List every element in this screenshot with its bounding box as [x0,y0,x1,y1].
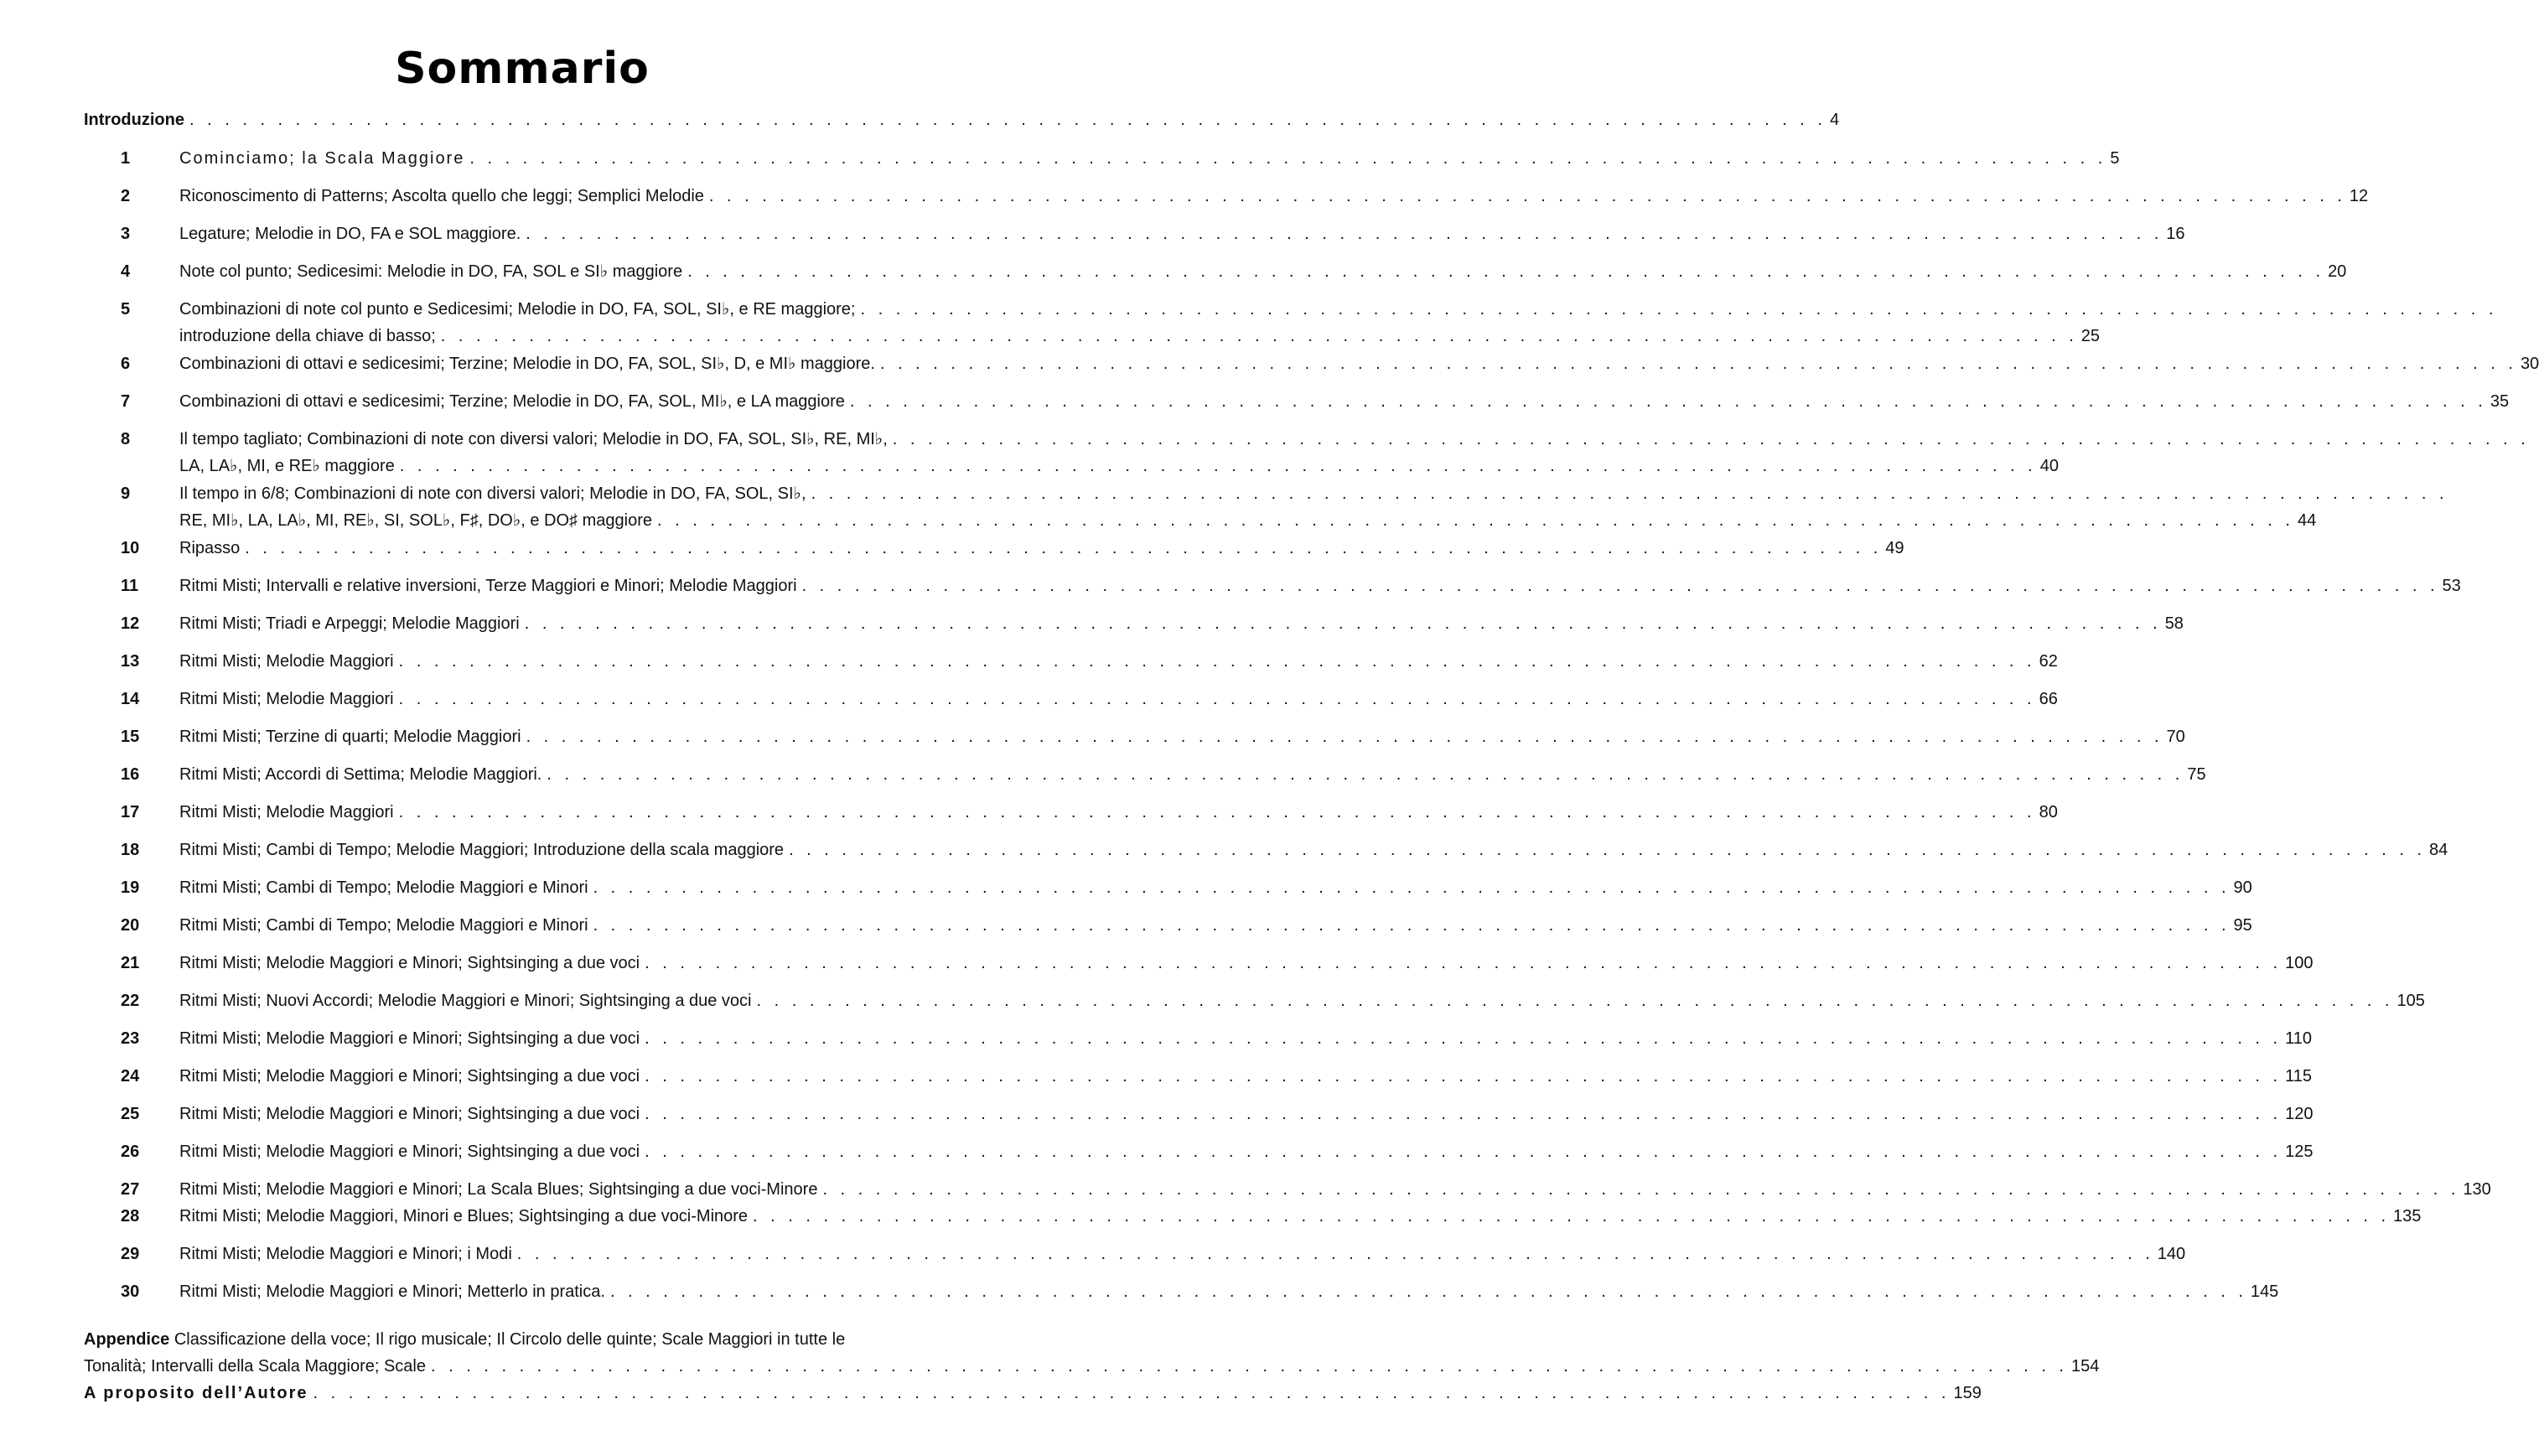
toc-chapter-entry[interactable] [179,914,2252,937]
toc-chapter-entry[interactable] [179,1205,2422,1228]
toc-chapter-number: 4 [121,262,131,281]
toc-chapter-number: 16 [121,765,140,784]
toc-chapter-number: 21 [121,954,140,972]
dot-leader: . . . . . . . . . . . . . . . . . . . . . . . . . . . . . . . . . . . . . . . . . . . . . . . . . . . . . . . . . . . . . . . . . . . . . . . . . . . . . . . . . . . . . . . . . . . . . [789,841,2427,859]
toc-chapter-number: 9 [121,484,131,503]
dot-leader: . . . . . . . . . . . . . . . . . . . . . . . . . . . . . . . . . . . . . . . . . . . . . . . . . . . . . . . . . . . . . . . . . . . . . . . . . . . . . . . . . . . . . . . . . . . . . [708,187,2346,205]
toc-chapter-number: 7 [121,392,131,411]
dot-leader: . . . . . . . . . . . . . . . . . . . . . . . . . . . . . . . . . . . . . . . . . . . . . . . . . . . . . . . . . . . . . . . . . . . . . . . . . . . . . . . . . . . . . . . . . . . . . [645,1143,2283,1161]
dot-leader: . . . . . . . . . . . . . . . . . . . . . . . . . . . . . . . . . . . . . . . . . . . . . . . . . . . . . . . . . . . . . . . . . . . . . . . . . . . . . . . . . . . . . . . . . . . . . [516,1245,2154,1263]
dot-leader: . . . . . . . . . . . . . . . . . . . . . . . . . . . . . . . . . . . . . . . . . . . . . . . . . . . . . . . . . . . . . . . . . . . . . . . . . . . . . . . . . . . . . . . . . . . . . [753,1207,2391,1225]
toc-chapter-entry[interactable] [179,352,2539,376]
dot-leader: . . . . . . . . . . . . . . . . . . . . . . . . . . . . . . . . . . . . . . . . . . . . . . . . . . . . . . . . . . . . . . . . . . . . . . . . . . . . . . . . . . . . . . . . . . . . . [645,1067,2283,1086]
dot-leader: . . . . . . . . . . . . . . . . . . . . . . . . . . . . . . . . . . . . . . . . . . . . . . . . . . . . . . . . . . . . . . . . . . . . . . . . . . . . . . . . . . . . . . . . . . . . . [609,1282,2247,1301]
toc-chapter-title: Ritmi Misti; Cambi di Tempo; Melodie Maggiori; Introduzione della scala maggiore [179,841,785,859]
dot-leader: . . . . . . . . . . . . . . . . . . . . . . . . . . . . . . . . . . . . . . . . . . . . . . . . . . . . . . . . . . . . . . . . . . . . . . . . . . . . . . . . . . . . . . . . . . . . . [879,355,2517,373]
toc-chapter-number: 8 [121,430,131,448]
toc-chapter-entry[interactable] [179,1140,2314,1163]
toc-chapter-number: 5 [121,300,131,319]
toc-chapter-title: Ritmi Misti; Melodie Maggiori e Minori; La Scala Blues; Sightsinging a due voci-Minore [179,1180,818,1199]
toc-chapter-number: 12 [121,614,140,633]
toc-chapter-entry[interactable] [179,725,2185,749]
toc-chapter-entry[interactable] [179,454,2059,478]
toc-chapter-title: Ritmi Misti; Melodie Maggiori [179,652,394,671]
dot-leader: . . . . . . . . . . . . . . . . . . . . . . . . . . . . . . . . . . . . . . . . . . . . . . . . . . . . . . . . . . . . . . . . . . . . . . . . . . . . . . . . . . . . . . . . . . . . . [440,327,2078,345]
toc-chapter-page: 80 [2039,803,2058,821]
toc-chapter-title: LA, LA♭, MI, e RE♭ maggiore [179,457,395,475]
toc-chapter-page: 70 [2166,728,2185,746]
dot-leader: . . . . . . . . . . . . . . . . . . . . . . . . . . . . . . . . . . . . . . . . . . . . . . . . . . . . . . . . . . . . . . . . . . . . . . . . . . . . . . . . . . . . . . . . . . . . . [547,765,2184,784]
toc-chapter-number: 17 [121,803,140,821]
toc-chapter-entry[interactable] [179,536,1904,560]
toc-chapter-title: Note col punto; Sedicesimi: Melodie in DO, FA, SOL e SI♭ maggiore [179,262,683,281]
dot-leader: . . . . . . . . . . . . . . . . . . . . . . . . . . . . . . . . . . . . . . . . . . . . . . . . . . . . . . . . . . . . . . . . . . . . . . . . . . . . . . . . . . . . . . . . . . . . . [398,803,2036,821]
toc-chapter-number: 25 [121,1105,140,1123]
toc-chapter-page: 100 [2285,954,2314,972]
toc-chapter-title: Ritmi Misti; Cambi di Tempo; Melodie Maggiori e Minori [179,916,588,935]
toc-chapter-entry[interactable] [179,687,2058,711]
toc-chapter-page: 75 [2187,765,2206,784]
dot-leader: . . . . . . . . . . . . . . . . . . . . . . . . . . . . . . . . . . . . . . . . . . . . . . . . . . . . . . . . . . . . . . . . . . . . . . . . . . . . . . . . . . . . . . . . . . . . . [645,1029,2283,1048]
toc-chapter-title: Ritmi Misti; Melodie Maggiori [179,690,394,708]
toc-appendix-text1: Classificazione della voce; Il rigo musicale; Il Circolo delle quinte; Scale Maggiori in tutte le [174,1330,846,1349]
toc-chapter-page: 95 [2233,916,2252,935]
toc-chapter-entry[interactable] [179,147,2120,170]
toc-chapter-number: 1 [121,149,131,168]
dot-leader: . . . . . . . . . . . . . . . . . . . . . . . . . . . . . . . . . . . . . . . . . . . . . . . . . . . . . . . . . . . . . . . . . . . . . . . . . . . . . . . . . . . . . . . . . . . . . [593,878,2231,897]
toc-chapter-entry[interactable] [179,390,2510,413]
toc-chapter-page: 125 [2285,1143,2314,1161]
dot-leader: . . . . . . . . . . . . . . . . . . . . . . . . . . . . . . . . . . . . . . . . . . . . . . . . . . . . . . . . . . . . . . . . . . . . . . . . . . . . . . . . . . . . . . . . . . . . . [892,430,2530,448]
dot-leader: . . . . . . . . . . . . . . . . . . . . . . . . . . . . . . . . . . . . . . . . . . . . . . . . . . . . . . . . . . . . . . . . . . . . . . . . . . . . . . . . . . . . . . . . . . . . . [524,614,2162,633]
toc-chapter-page: 25 [2080,327,2100,345]
toc-chapter-entry[interactable] [179,951,2314,975]
dot-leader: . . . . . . . . . . . . . . . . . . . . . . . . . . . . . . . . . . . . . . . . . . . . . . . . . . . . . . . . . . . . . . . . . . . . . . . . . . . . . . . . . . . . . . . . . . . . . [645,1105,2283,1123]
page-title: Sommario [395,44,650,94]
toc-chapter-page: 30 [2520,355,2539,373]
toc-chapter-title: Riconoscimento di Patterns; Ascolta quello che leggi; Semplici Melodie [179,187,704,205]
toc-author[interactable] [84,1381,1982,1405]
toc-chapter-number: 2 [121,187,131,205]
toc-chapter-entry[interactable] [179,801,2058,824]
toc-chapter-title: Ritmi Misti; Nuovi Accordi; Melodie Maggiori e Minori; Sightsinging a due voci [179,992,752,1010]
toc-chapter-number: 11 [121,577,139,595]
toc-chapter-title: Il tempo tagliato; Combinazioni di note con diversi valori; Melodie in DO, FA, SOL, SI♭, RE, MI♭, [179,430,888,448]
toc-chapter-entry[interactable] [179,1242,2186,1266]
dot-leader: . . . . . . . . . . . . . . . . . . . . . . . . . . . . . . . . . . . . . . . . . . . . . . . . . . . . . . . . . . . . . . . . . . . . . . . . . . . . . . . . . . . . . . . . . . . . . [431,1357,2068,1376]
toc-chapter-page: 110 [2285,1029,2312,1048]
dot-leader: . . . . . . . . . . . . . . . . . . . . . . . . . . . . . . . . . . . . . . . . . . . . . . . . . . . . . . . . . . . . . . . . . . . . . . . . . . . . . . . . . . . . . . . . . . . . . [801,577,2439,595]
toc-chapter-page: 62 [2039,652,2058,671]
toc-chapter-number: 30 [121,1282,140,1301]
toc-chapter-title: Ritmi Misti; Melodie Maggiori [179,803,394,821]
toc-chapter-number: 15 [121,728,140,746]
toc-chapter-title: Ritmi Misti; Melodie Maggiori e Minori; Metterlo in pratica. [179,1282,605,1301]
dot-leader: . . . . . . . . . . . . . . . . . . . . . . . . . . . . . . . . . . . . . . . . . . . . . . . . . . . . . . . . . . . . . . . . . . . . . . . . . . . . . . . . . . . . . . . . . . . . . [756,992,2394,1010]
dot-leader: . . . . . . . . . . . . . . . . . . . . . . . . . . . . . . . . . . . . . . . . . . . . . . . . . . . . . . . . . . . . . . . . . . . . . . . . . . . . . . . . . . . . . . . . . . . . . [849,392,2487,411]
toc-chapter-entry[interactable] [179,574,2461,598]
dot-leader: . . . . . . . . . . . . . . . . . . . . . . . . . . . . . . . . . . . . . . . . . . . . . . . . . . . . . . . . . . . . . . . . . . . . . . . . . . . . . . . . . . . . . . . . . . . . . [822,1180,2460,1199]
toc-chapter-title: Ritmi Misti; Melodie Maggiori e Minori; Sightsinging a due voci [179,954,640,972]
dot-leader: . . . . . . . . . . . . . . . . . . . . . . . . . . . . . . . . . . . . . . . . . . . . . . . . . . . . . . . . . . . . . . . . . . . . . . . . . . . . . . . . . . . . . . . . . . . . . [811,484,2448,503]
toc-chapter-page: 35 [2490,392,2510,411]
toc-chapter-title: Combinazioni di ottavi e sedicesimi; Terzine; Melodie in DO, FA, SOL, SI♭, D, e MI♭ maggiore. [179,355,875,373]
toc-chapter-entry[interactable] [179,324,2100,348]
toc-chapter-number: 28 [121,1207,140,1225]
toc-chapter-title: Ritmi Misti; Melodie Maggiori, Minori e Blues; Sightsinging a due voci-Minore [179,1207,749,1225]
toc-chapter-title: Ritmi Misti; Melodie Maggiori e Minori; Sightsinging a due voci [179,1105,640,1123]
toc-chapter-page: 115 [2285,1067,2312,1086]
toc-chapter-page: 130 [2463,1180,2491,1199]
toc-chapter-entry[interactable] [179,876,2252,899]
toc-appendix-line2[interactable] [84,1355,2100,1378]
toc-chapter-page: 145 [2250,1282,2279,1301]
toc-author-page: 159 [1953,1384,1982,1402]
toc-chapter-entry[interactable] [179,1178,2491,1201]
toc-chapter-page: 58 [2164,614,2184,633]
toc-intro-label: Introduzione [84,111,184,129]
toc-chapter-page: 40 [2039,457,2059,475]
toc-appendix-label: Appendice [84,1330,170,1349]
toc-chapter-title: Cominciamo; la Scala Maggiore [179,149,465,168]
toc-appendix-page: 154 [2070,1357,2100,1376]
toc-chapter-page: 53 [2442,577,2461,595]
toc-chapter-page: 140 [2157,1245,2186,1263]
toc-chapter-number: 14 [121,690,140,708]
toc-chapter-title: introduzione della chiave di basso; [179,327,436,345]
dot-leader: . . . . . . . . . . . . . . . . . . . . . . . . . . . . . . . . . . . . . . . . . . . . . . . . . . . . . . . . . . . . . . . . . . . . . . . . . . . . . . . . . . . . . . . . . . . . . [593,916,2231,935]
toc-author-label: A proposito dell’Autore [84,1384,308,1402]
toc-chapter-entry[interactable] [179,650,2058,673]
dot-leader: . . . . . . . . . . . . . . . . . . . . . . . . . . . . . . . . . . . . . . . . . . . . . . . . . . . . . . . . . . . . . . . . . . . . . . . . . . . . . . . . . . . . . . . . . . . . . [656,511,2294,530]
toc-chapter-entry[interactable] [179,298,2498,321]
toc-chapter-title: Ritmi Misti; Melodie Maggiori e Minori; Sightsinging a due voci [179,1067,640,1086]
dot-leader: . . . . . . . . . . . . . . . . . . . . . . . . . . . . . . . . . . . . . . . . . . . . . . . . . . . . . . . . . . . . . . . . . . . . . . . . . . . . . . . . . . . . . . . . . . . . . [399,457,2037,475]
toc-appendix-text2: Tonalità; Intervalli della Scala Maggiore; Scale [84,1357,426,1376]
dot-leader: . . . . . . . . . . . . . . . . . . . . . . . . . . . . . . . . . . . . . . . . . . . . . . . . . . . . . . . . . . . . . . . . . . . . . . . . . . . . . . . . . . . . . . . . . . . . . [860,300,2498,319]
toc-chapter-entry[interactable] [179,482,2448,505]
toc-chapter-entry[interactable] [179,1027,2312,1050]
toc-chapter-page: 66 [2039,690,2058,708]
toc-chapter-number: 6 [121,355,131,373]
toc-appendix-line1[interactable] [84,1328,845,1351]
toc-chapter-title: Combinazioni di ottavi e sedicesimi; Terzine; Melodie in DO, FA, SOL, MI♭, e LA maggiore [179,392,845,411]
toc-chapter-number: 22 [121,992,140,1010]
toc-chapter-title: Ripasso [179,539,241,557]
dot-leader: . . . . . . . . . . . . . . . . . . . . . . . . . . . . . . . . . . . . . . . . . . . . . . . . . . . . . . . . . . . . . . . . . . . . . . . . . . . . . . . . . . . . . . . . . . . . . [687,262,2325,281]
toc-intro-page: 4 [1829,111,1840,129]
toc-chapter-entry[interactable] [179,509,2317,532]
toc-chapter-entry[interactable] [179,989,2425,1013]
toc-chapter-page: 135 [2393,1207,2422,1225]
dot-leader: . . . . . . . . . . . . . . . . . . . . . . . . . . . . . . . . . . . . . . . . . . . . . . . . . . . . . . . . . . . . . . . . . . . . . . . . . . . . . . . . . . . . . . . . . . . . . [526,225,2163,243]
toc-chapter-number: 23 [121,1029,140,1048]
toc-chapter-page: 5 [2110,149,2120,168]
toc-chapter-number: 24 [121,1067,140,1086]
toc-chapter-page: 12 [2349,187,2369,205]
dot-leader: . . . . . . . . . . . . . . . . . . . . . . . . . . . . . . . . . . . . . . . . . . . . . . . . . . . . . . . . . . . . . . . . . . . . . . . . . . . . . . . . . . . . . . . . . . . . . [645,954,2283,972]
dot-leader: . . . . . . . . . . . . . . . . . . . . . . . . . . . . . . . . . . . . . . . . . . . . . . . . . . . . . . . . . . . . . . . . . . . . . . . . . . . . . . . . . . . . . . . . . . . . . [398,652,2036,671]
toc-chapter-page: 120 [2285,1105,2314,1123]
toc-chapter-page: 49 [1885,539,1904,557]
toc-chapter-number: 3 [121,225,131,243]
toc-chapter-title: Combinazioni di note col punto e Sedicesimi; Melodie in DO, FA, SOL, SI♭, e RE maggiore; [179,300,856,319]
toc-chapter-number: 10 [121,539,140,557]
toc-chapter-title: Ritmi Misti; Triadi e Arpeggi; Melodie Maggiori [179,614,520,633]
dot-leader: . . . . . . . . . . . . . . . . . . . . . . . . . . . . . . . . . . . . . . . . . . . . . . . . . . . . . . . . . . . . . . . . . . . . . . . . . . . . . . . . . . . . . . . . . . . . . [313,1384,1951,1402]
toc-chapter-entry[interactable] [179,1280,2279,1303]
dot-leader: . . . . . . . . . . . . . . . . . . . . . . . . . . . . . . . . . . . . . . . . . . . . . . . . . . . . . . . . . . . . . . . . . . . . . . . . . . . . . . . . . . . . . . . . . . . . . [469,149,2107,168]
toc-chapter-page: 90 [2233,878,2252,897]
toc-chapter-number: 13 [121,652,140,671]
toc-chapter-entry[interactable] [179,427,2530,451]
toc-chapter-number: 29 [121,1245,140,1263]
toc-chapter-entry[interactable] [179,184,2369,208]
toc-chapter-entry[interactable] [179,612,2184,635]
toc-chapter-entry[interactable] [179,838,2448,862]
toc-chapter-title: Ritmi Misti; Accordi di Settima; Melodie Maggiori. [179,765,542,784]
toc-chapter-entry[interactable] [179,222,2185,246]
toc-chapter-entry[interactable] [179,763,2206,786]
toc-chapter-title: Ritmi Misti; Melodie Maggiori e Minori; Sightsinging a due voci [179,1029,640,1048]
toc-chapter-title: Ritmi Misti; Cambi di Tempo; Melodie Maggiori e Minori [179,878,588,897]
toc-chapter-number: 19 [121,878,140,897]
toc-chapter-entry[interactable] [179,1065,2312,1088]
toc-chapter-number: 20 [121,916,140,935]
toc-chapter-page: 84 [2429,841,2448,859]
toc-chapter-title: Ritmi Misti; Terzine di quarti; Melodie Maggiori [179,728,521,746]
toc-chapter-page: 44 [2297,511,2317,530]
toc-intro[interactable] [84,108,1840,132]
toc-chapter-title: Legature; Melodie in DO, FA e SOL maggiore. [179,225,521,243]
toc-chapter-entry[interactable] [179,260,2347,283]
toc-chapter-page: 105 [2397,992,2425,1010]
toc-chapter-page: 16 [2166,225,2185,243]
toc-chapter-title: Ritmi Misti; Melodie Maggiori e Minori; Sightsinging a due voci [179,1143,640,1161]
toc-chapter-title: Ritmi Misti; Intervalli e relative inversioni, Terze Maggiori e Minori; Melodie Maggiori [179,577,797,595]
dot-leader: . . . . . . . . . . . . . . . . . . . . . . . . . . . . . . . . . . . . . . . . . . . . . . . . . . . . . . . . . . . . . . . . . . . . . . . . . . . . . . . . . . . . . . . . . . . . . [526,728,2163,746]
toc-chapter-title: Ritmi Misti; Melodie Maggiori e Minori; i Modi [179,1245,512,1263]
toc-chapter-page: 20 [2328,262,2347,281]
toc-chapter-entry[interactable] [179,1102,2314,1126]
dot-leader: . . . . . . . . . . . . . . . . . . . . . . . . . . . . . . . . . . . . . . . . . . . . . . . . . . . . . . . . . . . . . . . . . . . . . . . . . . . . . . . . . . . . . . . . . . . . . [398,690,2036,708]
toc-chapter-number: 26 [121,1143,140,1161]
toc-chapter-title: RE, MI♭, LA, LA♭, MI, RE♭, SI, SOL♭, F♯, DO♭, e DO♯ maggiore [179,511,652,530]
toc-chapter-number: 18 [121,841,140,859]
toc-chapter-title: Il tempo in 6/8; Combinazioni di note con diversi valori; Melodie in DO, FA, SOL, SI♭, [179,484,806,503]
dot-leader: . . . . . . . . . . . . . . . . . . . . . . . . . . . . . . . . . . . . . . . . . . . . . . . . . . . . . . . . . . . . . . . . . . . . . . . . . . . . . . . . . . . . . . . . . . . . . [189,111,1827,129]
toc-chapter-number: 27 [121,1180,140,1199]
dot-leader: . . . . . . . . . . . . . . . . . . . . . . . . . . . . . . . . . . . . . . . . . . . . . . . . . . . . . . . . . . . . . . . . . . . . . . . . . . . . . . . . . . . . . . . . . . . . . [245,539,1883,557]
